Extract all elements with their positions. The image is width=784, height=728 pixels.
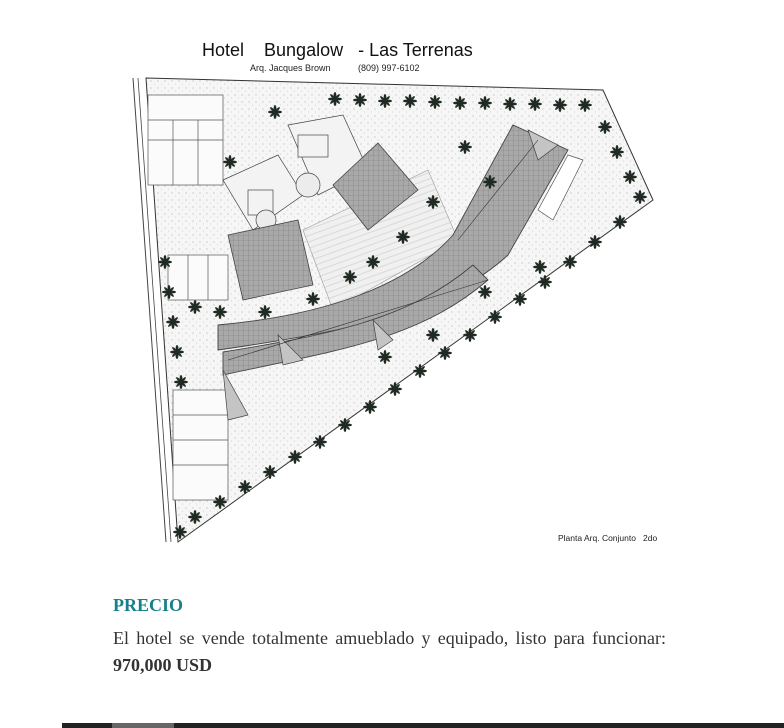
plan-footer-label: Planta Arq. Conjunto 2do	[558, 533, 658, 543]
price-description	[113, 625, 666, 679]
site-plan-figure	[128, 30, 673, 550]
plan-phone: (809) 997-6102	[358, 63, 420, 73]
price-value: 970,000 USD	[113, 655, 213, 675]
price-description-text: El hotel se vende totalmente amueblado y equipado, listo para funcionar:	[113, 628, 666, 648]
plan-title: Hotel Bungalow - Las Terrenas	[202, 40, 473, 60]
price-heading: PRECIO	[113, 595, 184, 615]
bottom-bar	[62, 723, 784, 728]
plan-architect: Arq. Jacques Brown	[250, 63, 331, 73]
site-plan-drawing	[128, 30, 673, 550]
bottom-bar-segment	[112, 723, 174, 728]
